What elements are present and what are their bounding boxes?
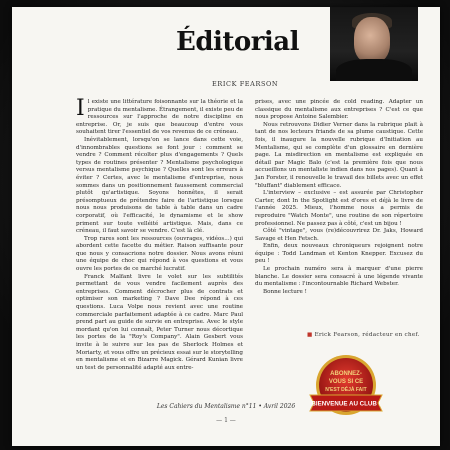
paragraph: prises, avec une pincée de cold reading. Adapter un classique du mentalisme aux entreprises ? C'est ce que nous propose Antoine Salembier. — [255, 99, 423, 121]
paragraph-text: l existe une littérature foisonnante sur la théorie et la pratique du mentalisme. Étrangement, il existe peu de ressources sur l'approche de notre discipline en entreprise. Or, je suis que beaucoup d'entre vous souhaitent tirer l'essentiel de vos revenus de ce créneau. — [76, 99, 243, 136]
paragraph: Côté "vintage", vous (re)découvrirez Dr. Jaks, Howard Savage et Hen Fetsch. — [255, 228, 423, 242]
badge-ribbon-text: BIENVENUE AU CLUB ! — [311, 400, 381, 408]
paragraph: Nous retrouvons Didier Verner dans la rubrique plait à tant de nos lecteurs friands de sa plume caustique. Cette fois, il inaugure la nouvelle rubrique d'Initiation au Mentalisme, qui se complète d'un glossaire en dernière page. La misdirection en mentalisme est expliquée en détail par Magic Balo (c'est la première fois que nous accueillons un mentaliste indien dans nos pages). Quant à Jan Forster, il renouvelle le travail des billets avec un effet "bluffant" diablement efficace. — [255, 121, 423, 189]
author-byline: ERICK FEARSON — [212, 80, 279, 88]
subscribe-badge[interactable] — [308, 351, 384, 427]
badge-line-3: N'EST DÉJÀ FAIT — [325, 387, 367, 393]
editor-signature: ■ Erick Fearson, rédacteur en chef. — [307, 332, 420, 338]
author-photo — [330, 7, 418, 81]
photo-face — [354, 17, 390, 63]
paragraph: L'interview – exclusive – est assurée par Christopher Carter, dont In the Spotlight est d'ores et déjà le livre de l'année 2025. Mieux, l'homme nous a permis de reproduire "Watch Monte", une routine de son répertoire professionnel. Ne passez pas à côté, c'est un bijou ! — [255, 190, 423, 227]
paragraph: Le prochain numéro sera à marquer d'une pierre blanche. Le dossier sera consacré à une légende vivante du mentalisme : l'incontournable Richard Webster. — [255, 266, 423, 288]
photo-body — [336, 59, 412, 81]
drop-cap: I — [76, 96, 85, 121]
column-right — [255, 99, 423, 296]
page-title: Éditorial — [176, 27, 300, 57]
magazine-page — [12, 7, 440, 446]
page-footer: Les Cahiers du Mentalisme n°11 • Avril 2026 — [156, 403, 296, 410]
badge-line-2: VOUS SI CE — [328, 379, 364, 385]
column-left — [76, 96, 243, 372]
paragraph — [76, 96, 243, 137]
paragraph: Bonne lecture ! — [263, 288, 307, 295]
paragraph: Enfin, deux nouveaux chroniqueurs rejoignent notre équipe : Todd Landman et Kenton Knepper. Excusez du peu ! — [255, 243, 423, 265]
paragraph: Franck Malfant livre le volet sur les subtilités permettant de vous vendre facilement auprès des entreprises. Comment décrocher plus de contrats et optimiser son marketing ? Dave Dee répond à ces questions. Luca Volpe nous revient avec une routine commerciale parfaitement adaptée à ce cadre. Marc Paul prend part au guide de survie en entreprise. Avec le style mordant qu'on lui connaît, Peter Turner nous décortique les portes de la "Roy's Company". Alain Gesbert vous invite à le suivre sur les pas de Sherlock Holmes et Moriarty, et vous offre un précieux essai sur le storytelling en mentalisme et en Bizarre Magick. Gérard Kunian livre un test de personnalité adapté aux entre- — [76, 273, 243, 371]
page-number: — 1 — — [216, 417, 236, 424]
paragraph: Trop rares sont les ressources (ouvrages, vidéos...) qui abordent cette facette du métier. Raison suffisante pour que nous y consacrions notre dossier. Nous avons réuni une équipe de choc qui répond à vos questions et vous ouvre les portes de ce marché lucratif. — [76, 235, 243, 273]
paragraph: Inévitablement, lorsqu'on se lance dans cette voie, d'innombrables questions se font jour : comment se vendre ? Comment récolter plus d'engagements ? Quels types de routines présenter ? Mentalisme psychologique versus mentalisme psychique ? Quelles sont les erreurs à éviter ? Certes, avec le mentalisme d'entreprise, nous sommes dans un positionnement faussement commercial plutôt qu'artistique. Soyons honnêtes, il serait présomptueux de prétendre faire de l'artistique lorsque nous nous produisons de table à table dans un cadre corporatif, où l'efficacité, le dynamisme et le show priment sur toute velléité artistique. Mais, dans ce créneau, il faut savoir se vendre. C'est là clé. — [76, 136, 243, 235]
badge-line-1: ABONNEZ- — [330, 371, 362, 377]
